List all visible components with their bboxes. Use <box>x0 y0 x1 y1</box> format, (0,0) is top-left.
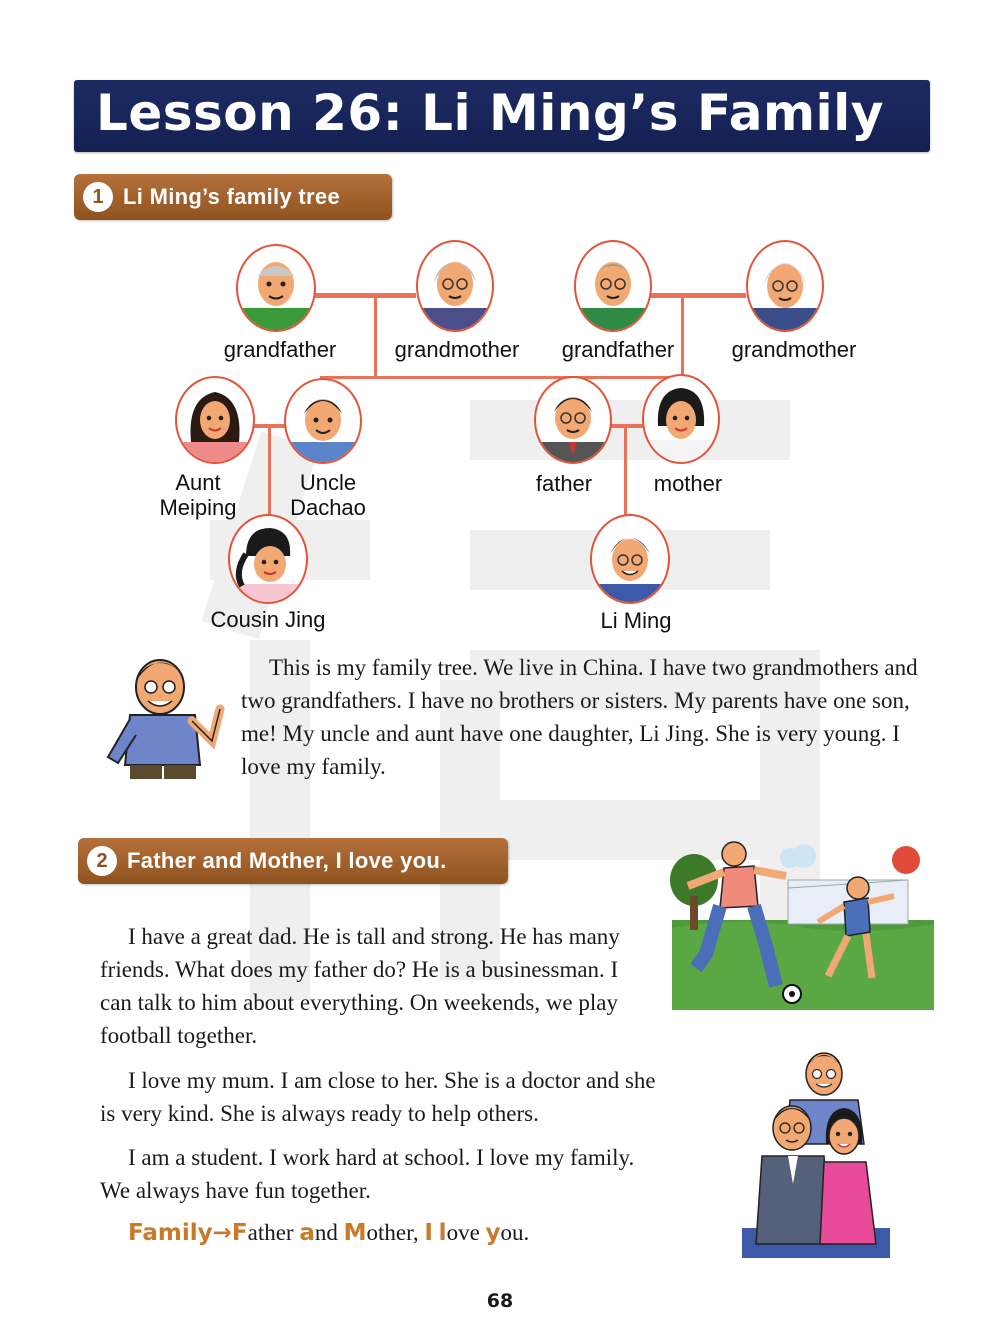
aunt-portrait <box>175 376 255 464</box>
grandmother-portrait <box>746 240 824 332</box>
motto-letter: y <box>485 1220 501 1246</box>
label-mother: mother <box>653 471 723 496</box>
motto-letter: a <box>299 1220 315 1246</box>
motto-letter: l <box>438 1220 447 1246</box>
label-aunt <box>148 470 248 520</box>
label-grandfather: grandfather <box>561 337 675 362</box>
tree-line <box>681 296 684 376</box>
label-grandmother: grandmother <box>731 337 857 362</box>
motto-letter: I <box>424 1220 433 1246</box>
label-cousin: Cousin Jing <box>210 607 326 632</box>
motto-letter: F <box>231 1220 248 1246</box>
mum-paragraph: I love my mum. I am close to her. She is a doctor and she is very kind. She is always ready to help others. <box>100 1068 656 1126</box>
motto-word: Family <box>128 1220 213 1246</box>
label-aunt-line2: Meiping <box>159 495 237 520</box>
father-portrait <box>534 376 612 464</box>
student-paragraph: I am a student. I work hard at school. I love my family. We always have fun together. <box>100 1145 635 1203</box>
label-uncle-line1: Uncle <box>299 470 357 495</box>
label-grandfather: grandfather <box>223 337 337 362</box>
label-uncle <box>280 470 376 520</box>
label-father: father <box>535 471 593 496</box>
motto-rest: ove <box>446 1220 486 1245</box>
tree-line <box>268 426 271 518</box>
tree-line <box>624 426 627 516</box>
section-title-2: Father and Mother, I love you. <box>127 848 447 873</box>
family-motto <box>128 1220 529 1246</box>
label-uncle-line2: Dachao <box>290 495 366 520</box>
family-tree <box>0 0 1000 640</box>
grandmother-portrait <box>416 240 494 332</box>
tree-line <box>320 376 684 379</box>
grandfather-portrait <box>574 240 652 332</box>
motto-rest: ou. <box>500 1220 530 1245</box>
label-grandmother: grandmother <box>394 337 520 362</box>
lesson-title: Lesson 26: Li Ming’s Family <box>96 84 884 142</box>
mother-portrait <box>642 374 720 464</box>
motto-arrow: → <box>212 1220 232 1246</box>
li-ming-portrait <box>590 514 670 604</box>
section-number-2: 2 <box>87 846 117 876</box>
label-aunt-line1: Aunt <box>175 470 221 495</box>
section-tab-2 <box>78 838 508 884</box>
section-title-1: Li Ming’s family tree <box>123 184 340 209</box>
motto-rest: nd <box>314 1220 344 1245</box>
label-li-ming: Li Ming <box>600 608 672 633</box>
section-number-1: 1 <box>83 182 113 212</box>
dad-paragraph: I have a great dad. He is tall and strong. He has many friends. What does my father do? He is a businessman. I can talk to him about everything. On weekends, we play football together. <box>100 924 620 1048</box>
football-illustration <box>668 836 936 1014</box>
motto-letter: M <box>343 1220 367 1246</box>
motto-rest: other, <box>366 1220 425 1245</box>
family-portrait-illustration <box>740 1044 892 1262</box>
tree-line <box>374 296 377 376</box>
grandfather-portrait <box>236 244 316 332</box>
tree-line <box>648 293 746 298</box>
li-ming-pointing-illustration <box>100 645 235 785</box>
cousin-portrait <box>228 514 308 604</box>
uncle-portrait <box>284 378 362 464</box>
motto-rest: ather <box>247 1220 300 1245</box>
intro-paragraph: This is my family tree. We live in China. I have two grandmothers and two grandfathers. I have no brothers or sisters. My parents have one son, me! My uncle and aunt have one daughter, Li Jing. She is very young. I love my family. <box>241 655 918 779</box>
tree-line <box>312 293 416 298</box>
page-number: 68 <box>486 1290 514 1312</box>
